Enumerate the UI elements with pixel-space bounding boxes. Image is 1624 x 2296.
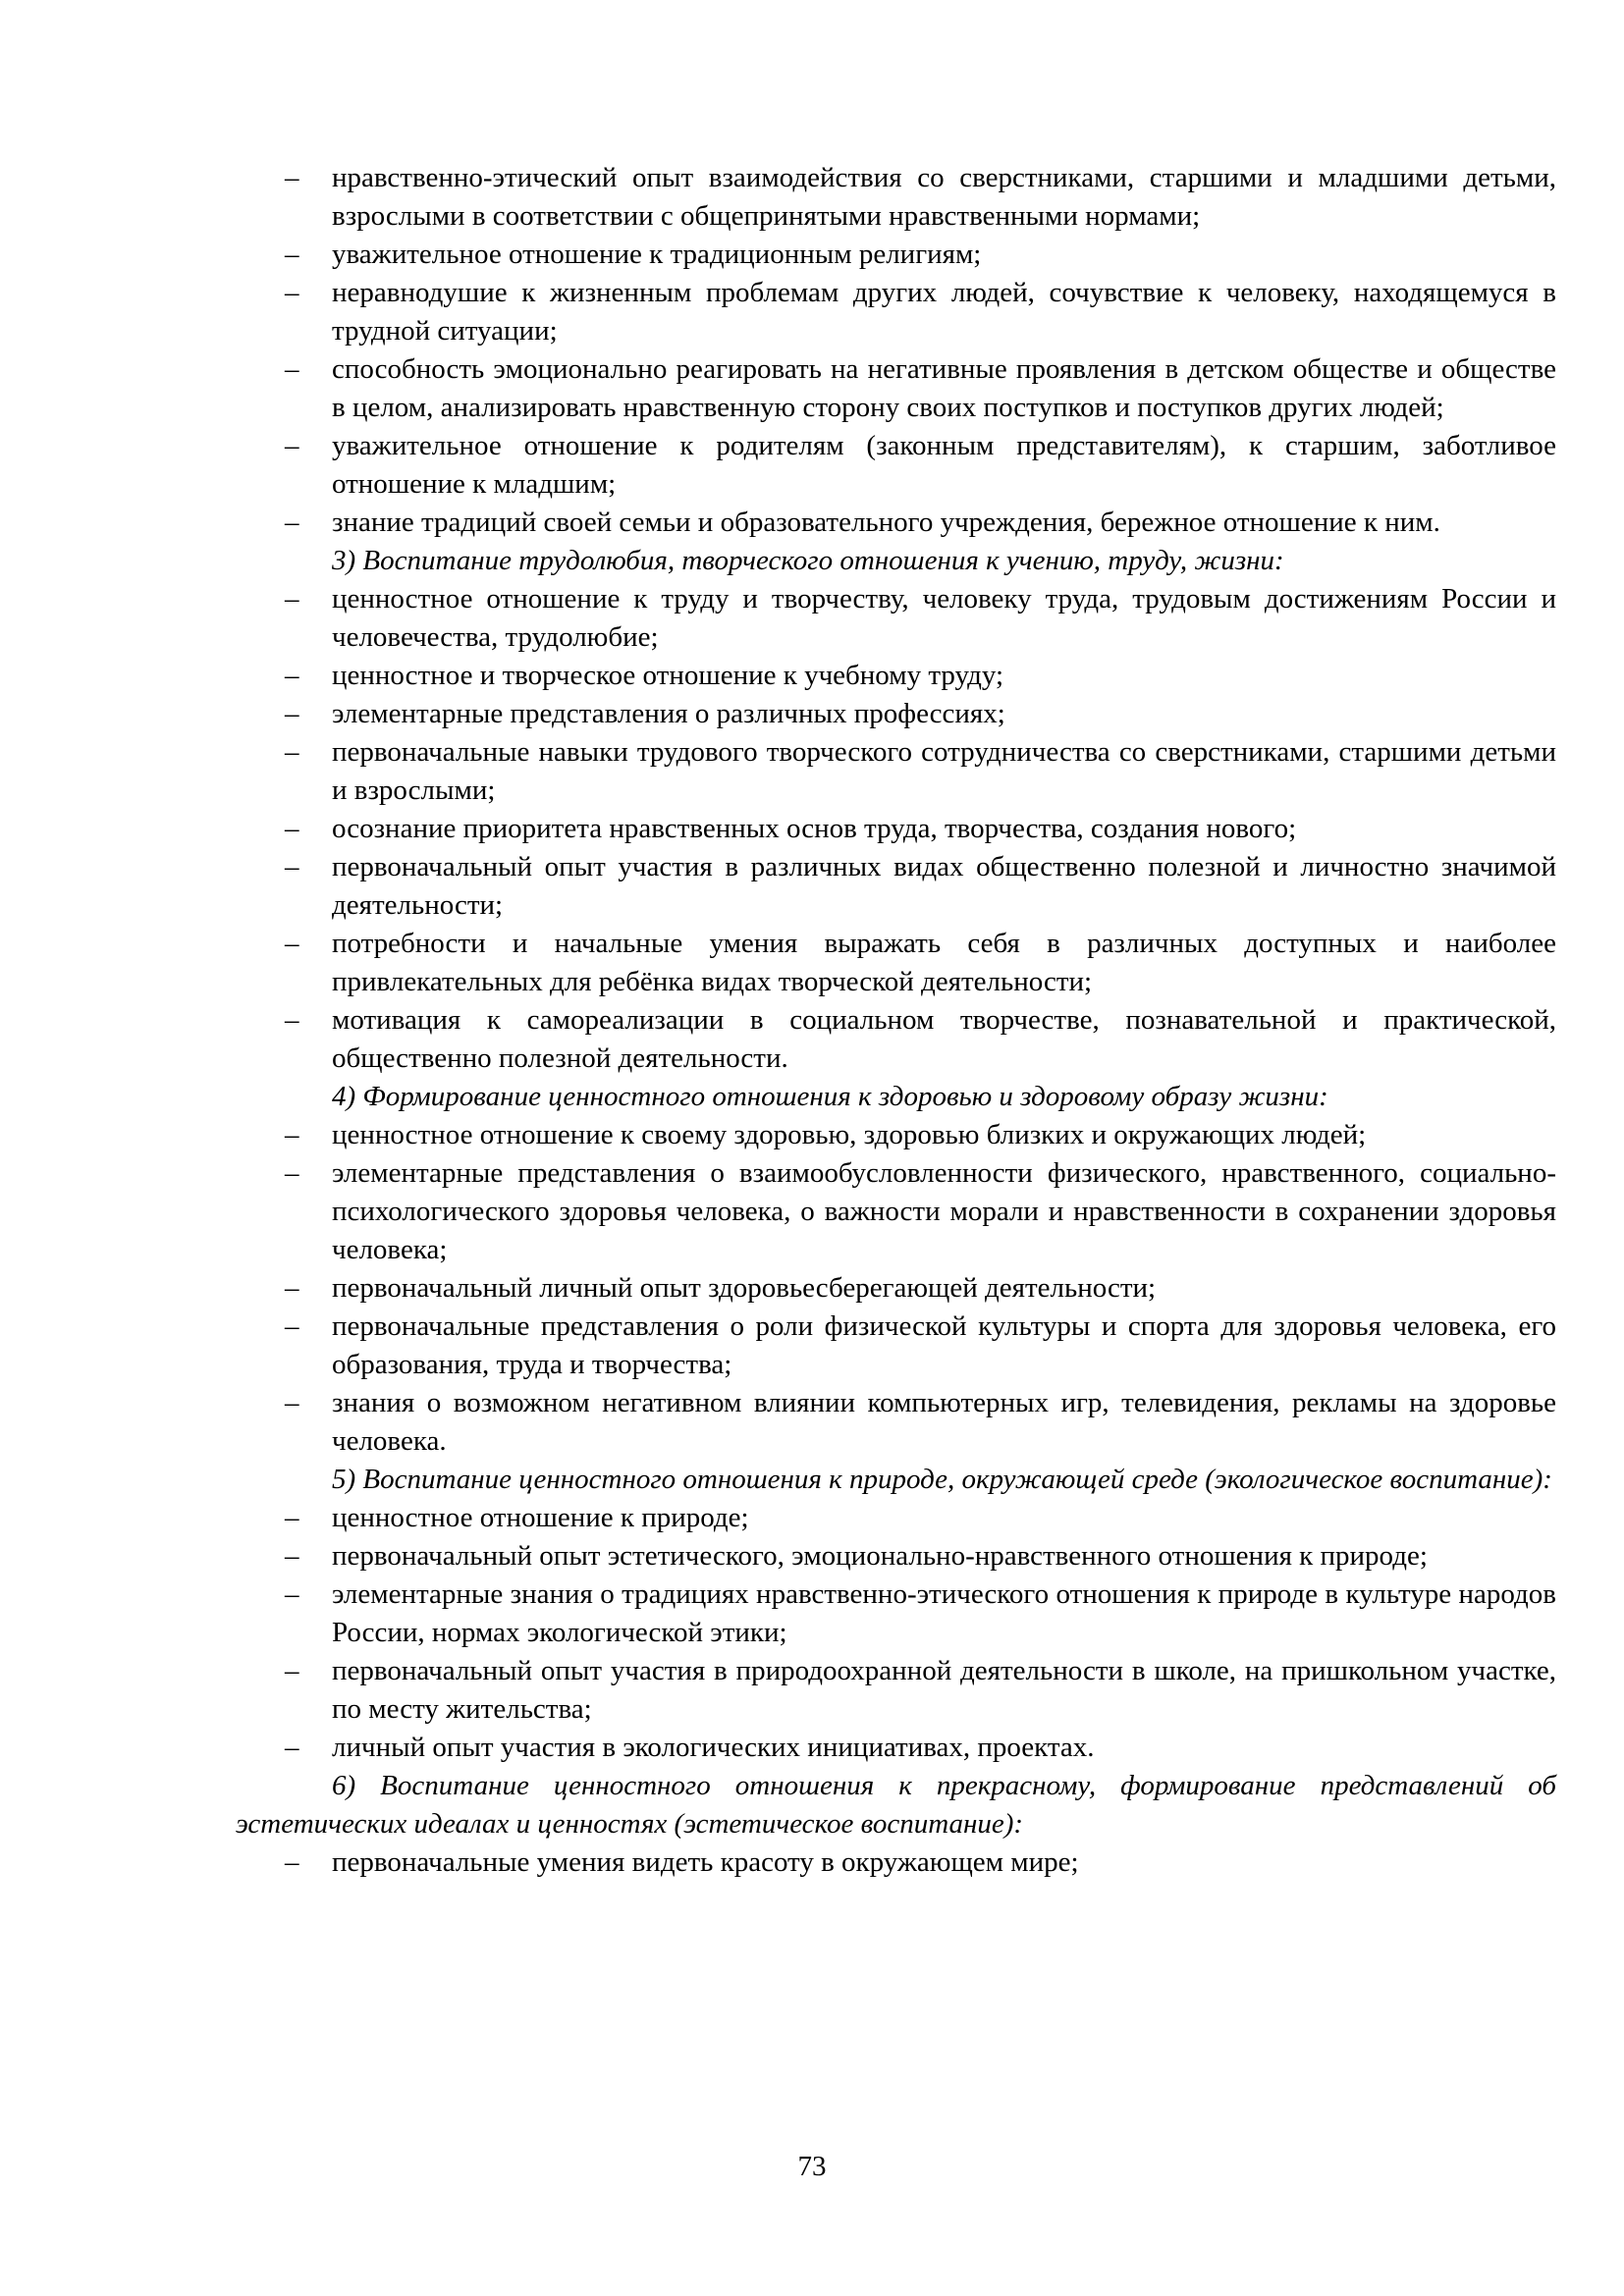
list-item-text: способность эмоционально реагировать на негативные проявления в детском обществе и обществе в целом, анализировать нравственную сторону своих поступков и поступков других людей; bbox=[332, 353, 1556, 423]
list-item bbox=[236, 504, 1556, 542]
list-dash: – bbox=[285, 1272, 299, 1304]
section-heading: 3) Воспитание трудолюбия, творческого отношения к учению, труду, жизни: bbox=[332, 545, 1284, 576]
list-item-text: неравнодушие к жизненным проблемам других людей, сочувствие к человеку, находящемуся в трудной ситуации; bbox=[332, 277, 1556, 347]
list-item bbox=[236, 236, 1556, 274]
list-dash: – bbox=[285, 1119, 299, 1150]
list-item-text: уважительное отношение к традиционным религиям; bbox=[332, 239, 982, 270]
list-item-text: ценностное и творческое отношение к учебному труду; bbox=[332, 660, 1004, 691]
list-dash: – bbox=[285, 507, 299, 538]
list-item-text: ценностное отношение к труду и творчеству, человеку труда, трудовым достижениям России и человечества, трудолюбие; bbox=[332, 583, 1556, 653]
list-dash: – bbox=[285, 1732, 299, 1763]
section-heading: 5) Воспитание ценностного отношения к природе, окружающей среде (экологическое воспитание): bbox=[332, 1464, 1552, 1495]
list-item bbox=[236, 1499, 1556, 1537]
list-item bbox=[236, 1652, 1556, 1729]
list-item-text: первоначальный опыт участия в различных видах общественно полезной и личностно значимой деятельности; bbox=[332, 851, 1556, 921]
list-item-text: элементарные знания о традициях нравственно-этического отношения к природе в культуре народов России, нормах экологической этики; bbox=[332, 1578, 1556, 1648]
section-heading: 4) Формирование ценностного отношения к здоровью и здоровому образу жизни: bbox=[332, 1081, 1328, 1112]
page-number: 73 bbox=[797, 2151, 827, 2182]
list-item-text: личный опыт участия в экологических инициативах, проектах. bbox=[332, 1732, 1095, 1763]
list-item-text: первоначальные умения видеть красоту в окружающем мире; bbox=[332, 1846, 1079, 1878]
list-item-text: элементарные представления о взаимообусловленности физического, нравственного, социально-психологического здоровья человека, о важности морали и нравственности в сохранении здоровья человека; bbox=[332, 1157, 1556, 1265]
list-item bbox=[236, 1308, 1556, 1384]
list-item-text: ценностное отношение к природе; bbox=[332, 1502, 749, 1533]
list-dash: – bbox=[285, 239, 299, 270]
list-item bbox=[236, 1575, 1556, 1652]
list-dash: – bbox=[285, 1310, 299, 1342]
list-item bbox=[236, 159, 1556, 236]
list-dash: – bbox=[285, 1846, 299, 1878]
list-item bbox=[236, 848, 1556, 925]
list-dash: – bbox=[285, 1157, 299, 1189]
list-item bbox=[236, 427, 1556, 504]
list-item bbox=[236, 810, 1556, 848]
list-item-text: ценностное отношение к своему здоровью, здоровью близких и окружающих людей; bbox=[332, 1119, 1367, 1150]
list-item bbox=[236, 1154, 1556, 1269]
list-dash: – bbox=[285, 583, 299, 614]
list-item bbox=[236, 580, 1556, 657]
list-item bbox=[236, 274, 1556, 350]
list-item-text: знания о возможном негативном влиянии компьютерных игр, телевидения, рекламы на здоровье человека. bbox=[332, 1387, 1556, 1457]
list-item bbox=[236, 695, 1556, 733]
list-item bbox=[236, 1729, 1556, 1767]
list-dash: – bbox=[285, 1004, 299, 1036]
list-item-text: первоначальные представления о роли физической культуры и спорта для здоровья человека, его образования, труда и творчества; bbox=[332, 1310, 1556, 1380]
list-item bbox=[236, 1537, 1556, 1575]
list-item bbox=[236, 925, 1556, 1001]
list-dash: – bbox=[285, 1540, 299, 1572]
list-dash: – bbox=[285, 736, 299, 768]
list-dash: – bbox=[285, 660, 299, 691]
list-dash: – bbox=[285, 430, 299, 461]
page-content bbox=[236, 159, 1556, 1882]
list-dash: – bbox=[285, 928, 299, 959]
list-dash: – bbox=[285, 1387, 299, 1418]
list-item-text: нравственно-этический опыт взаимодействия со сверстниками, старшими и младшими детьми, взрослыми в соответствии с общепринятыми нравственными нормами; bbox=[332, 162, 1556, 232]
list-item bbox=[236, 350, 1556, 427]
list-item-text: элементарные представления о различных профессиях; bbox=[332, 698, 1005, 729]
list-item bbox=[236, 1843, 1556, 1882]
section-heading: 6) Воспитание ценностного отношения к прекрасному, формирование представлений об эстетических идеалах и ценностях (эстетическое воспитание): bbox=[236, 1770, 1556, 1840]
list-dash: – bbox=[285, 1578, 299, 1610]
list-item bbox=[236, 657, 1556, 695]
list-dash: – bbox=[285, 1502, 299, 1533]
list-item-text: потребности и начальные умения выражать себя в различных доступных и наиболее привлекательных для ребёнка видах творческой деятельности; bbox=[332, 928, 1556, 997]
list-dash: – bbox=[285, 277, 299, 308]
list-item-text: мотивация к самореализации в социальном творчестве, познавательной и практической, общественно полезной деятельности. bbox=[332, 1004, 1556, 1074]
list-item-text: первоначальные навыки трудового творческого сотрудничества со сверстниками, старшими детьми и взрослыми; bbox=[332, 736, 1556, 806]
list-dash: – bbox=[285, 353, 299, 385]
list-item bbox=[236, 1269, 1556, 1308]
list-item-text: уважительное отношение к родителям (законным представителям), к старшим, заботливое отношение к младшим; bbox=[332, 430, 1556, 500]
list-item-text: первоначальный опыт эстетического, эмоционально-нравственного отношения к природе; bbox=[332, 1540, 1428, 1572]
list-dash: – bbox=[285, 1655, 299, 1686]
list-item-text: осознание приоритета нравственных основ труда, творчества, создания нового; bbox=[332, 813, 1297, 844]
list-item-text: первоначальный опыт участия в природоохранной деятельности в школе, на пришкольном участке, по месту жительства; bbox=[332, 1655, 1556, 1725]
list-item-text: знание традиций своей семьи и образовательного учреждения, бережное отношение к ним. bbox=[332, 507, 1440, 538]
list-item bbox=[236, 1116, 1556, 1154]
list-item bbox=[236, 1001, 1556, 1078]
list-dash: – bbox=[285, 813, 299, 844]
list-dash: – bbox=[285, 851, 299, 882]
list-item-text: первоначальный личный опыт здоровьесберегающей деятельности; bbox=[332, 1272, 1157, 1304]
list-dash: – bbox=[285, 698, 299, 729]
list-item bbox=[236, 1384, 1556, 1461]
list-item bbox=[236, 733, 1556, 810]
list-dash: – bbox=[285, 162, 299, 193]
